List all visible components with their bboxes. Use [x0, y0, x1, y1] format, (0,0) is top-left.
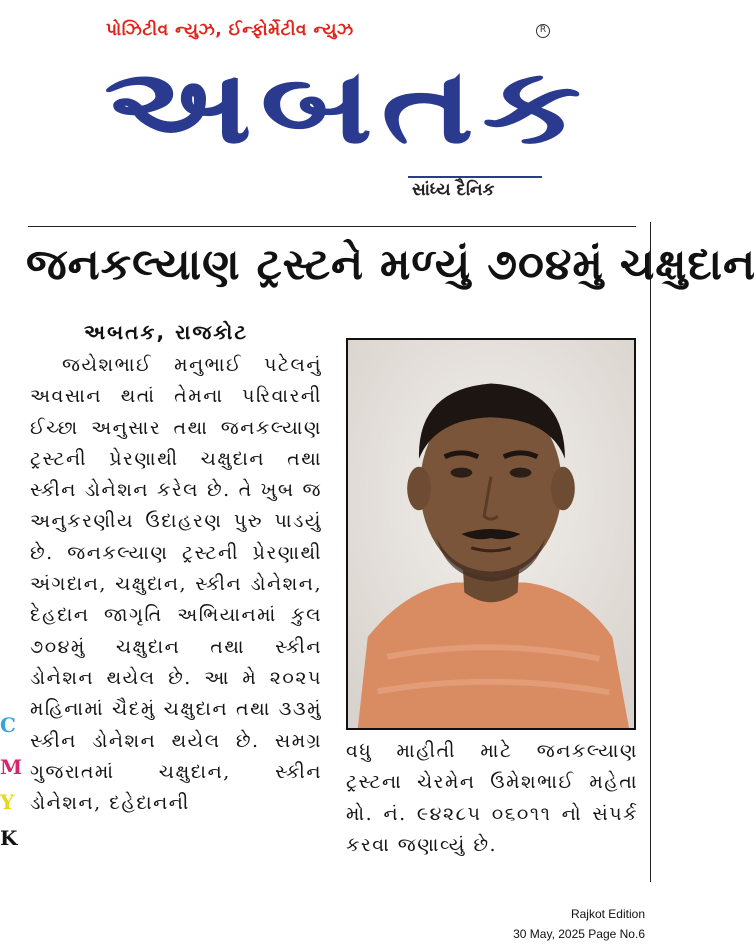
newspaper-logo: અબતક	[104, 45, 590, 167]
article-body-left	[30, 350, 322, 819]
registration-mark-m: M	[0, 755, 23, 779]
masthead-tagline: પોઝિટીવ ન્યુઝ, ઈન્ફોર્મેટીવ ન્યુઝ	[106, 20, 354, 40]
header-divider	[28, 226, 636, 227]
edition-info	[513, 904, 645, 944]
article-photo	[346, 338, 636, 730]
registered-mark: R	[536, 24, 550, 38]
registration-mark-y: Y	[0, 790, 15, 814]
article-dateline: અબતક, રાજકોટ	[84, 320, 249, 344]
logo-underline	[408, 176, 542, 178]
edition-name: Rajkot Edition	[570, 907, 645, 921]
masthead-subtitle: સાંધ્ય દૈનિક	[412, 180, 495, 200]
edition-date-page: 30 May, 2025 Page No.6	[513, 927, 645, 941]
portrait-image	[348, 340, 634, 728]
article-headline: જનકલ્યાણ ટ્રસ્ટને મળ્યું ૭૦૪મું ચક્ષુદાન	[26, 240, 756, 290]
registration-mark-c: C	[0, 713, 16, 737]
column-border	[650, 222, 651, 882]
registration-mark-k: K	[0, 826, 18, 850]
article-body-text: જયેશભાઈ મનુભાઈ પટેલનું અવસાન થતાં તેમના પરિવારની ઈચ્છા અનુસાર તથા જનકલ્યાણ ટ્રસ્ટની પ્રેરણાથી ચક્ષુદાન તથા સ્કીન ડોનેશન કરેલ છે. તે ખુબ જ અનુકરણીય ઉદાહરણ પુરુ પાડયું છે. જનકલ્યાણ ટ્રસ્ટની પ્રેરણાથી અંગદાન, ચક્ષુદાન, સ્કીન ડોનેશન, દેહદાન જાગૃતિ અભિયાનમાં કુલ ૭૦૪મું ચક્ષુદાન તથા સ્કીન ડોનેશન થયેલ છે. આ મે ૨૦૨૫ મહિનામાં ચૈદમું ચક્ષુદાન તથા ૩૩મું સ્કીન ડોનેશન થયેલ છે. સમગ્ર ગુજરાતમાં ચક્ષુદાન, સ્કીન ડોનેશન, દહેદાનની	[30, 354, 322, 815]
masthead	[100, 14, 590, 204]
article-body-right: વધુ માહીતી માટે જનકલ્યાણ ટ્રસ્ટના ચેરમેન ઉમેશભાઈ મહેતા મો. નં. ૯૪૨૮૫ ૦૬૦૧૧ નો સંપર્ક કરવા જણાવ્યું છે.	[346, 740, 638, 856]
